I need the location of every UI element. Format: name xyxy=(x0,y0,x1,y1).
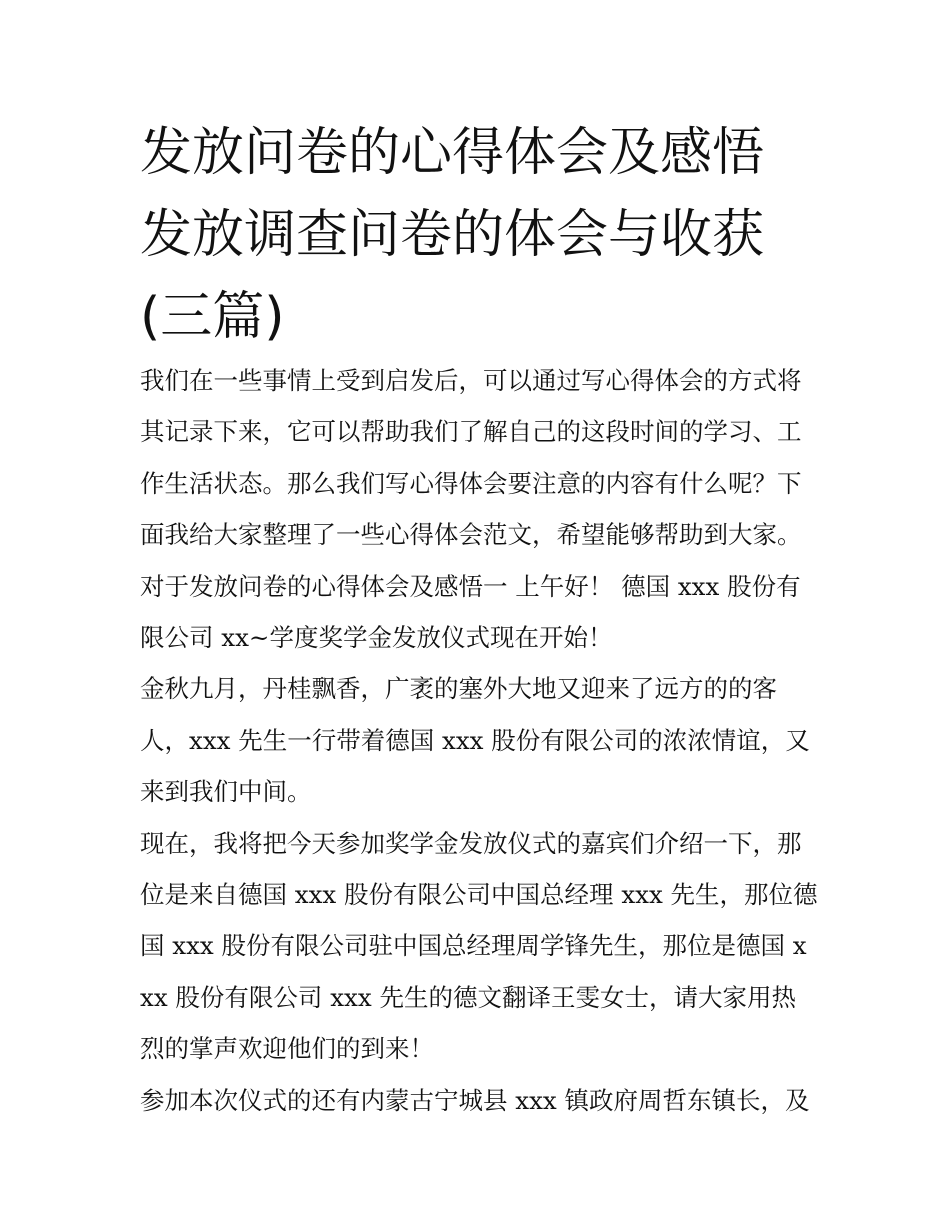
guests-paragraph: 现在，我将把今天参加奖学金发放仪式的嘉宾们介绍一下，那位是来自德国 xxx 股份有限公司中国总经理 xxx 先生，那位德国 xxx 股份有限公司驻中国总经理周学锋先生，那位是德国 xxx 股份有限公司 xxx 先生的德文翻译王雯女士，请大家用热烈的掌声欢迎他们的到来！ xyxy=(140,828,818,1064)
document-title: 发放问卷的心得体会及感悟 发放调查问卷的体会与收获(三篇) xyxy=(140,123,765,347)
welcome-paragraph: 金秋九月，丹桂飘香，广袤的塞外大地又迎来了远方的的客人，xxx 先生一行带着德国 xxx 股份有限公司的浓浓情谊，又来到我们中间。 xyxy=(140,674,810,807)
opening-paragraph: 对于发放问卷的心得体会及感悟一 上午好！ 德国 xxx 股份有限公司 xx~学度奖学金发放仪式现在开始！ xyxy=(140,571,801,653)
document-body xyxy=(140,355,820,1126)
intro-paragraph: 我们在一些事情上受到启发后，可以通过写心得体会的方式将其记录下来，它可以帮助我们了解自己的这段时间的学习、工作生活状态。那么我们写心得体会要注意的内容有什么呢？下面我给大家整理了一些心得体会范文，希望能够帮助到大家。 xyxy=(140,366,802,550)
attendees-paragraph: 参加本次仪式的还有内蒙古宁城县 xxx 镇政府周哲东镇长，及 xyxy=(140,1085,810,1115)
